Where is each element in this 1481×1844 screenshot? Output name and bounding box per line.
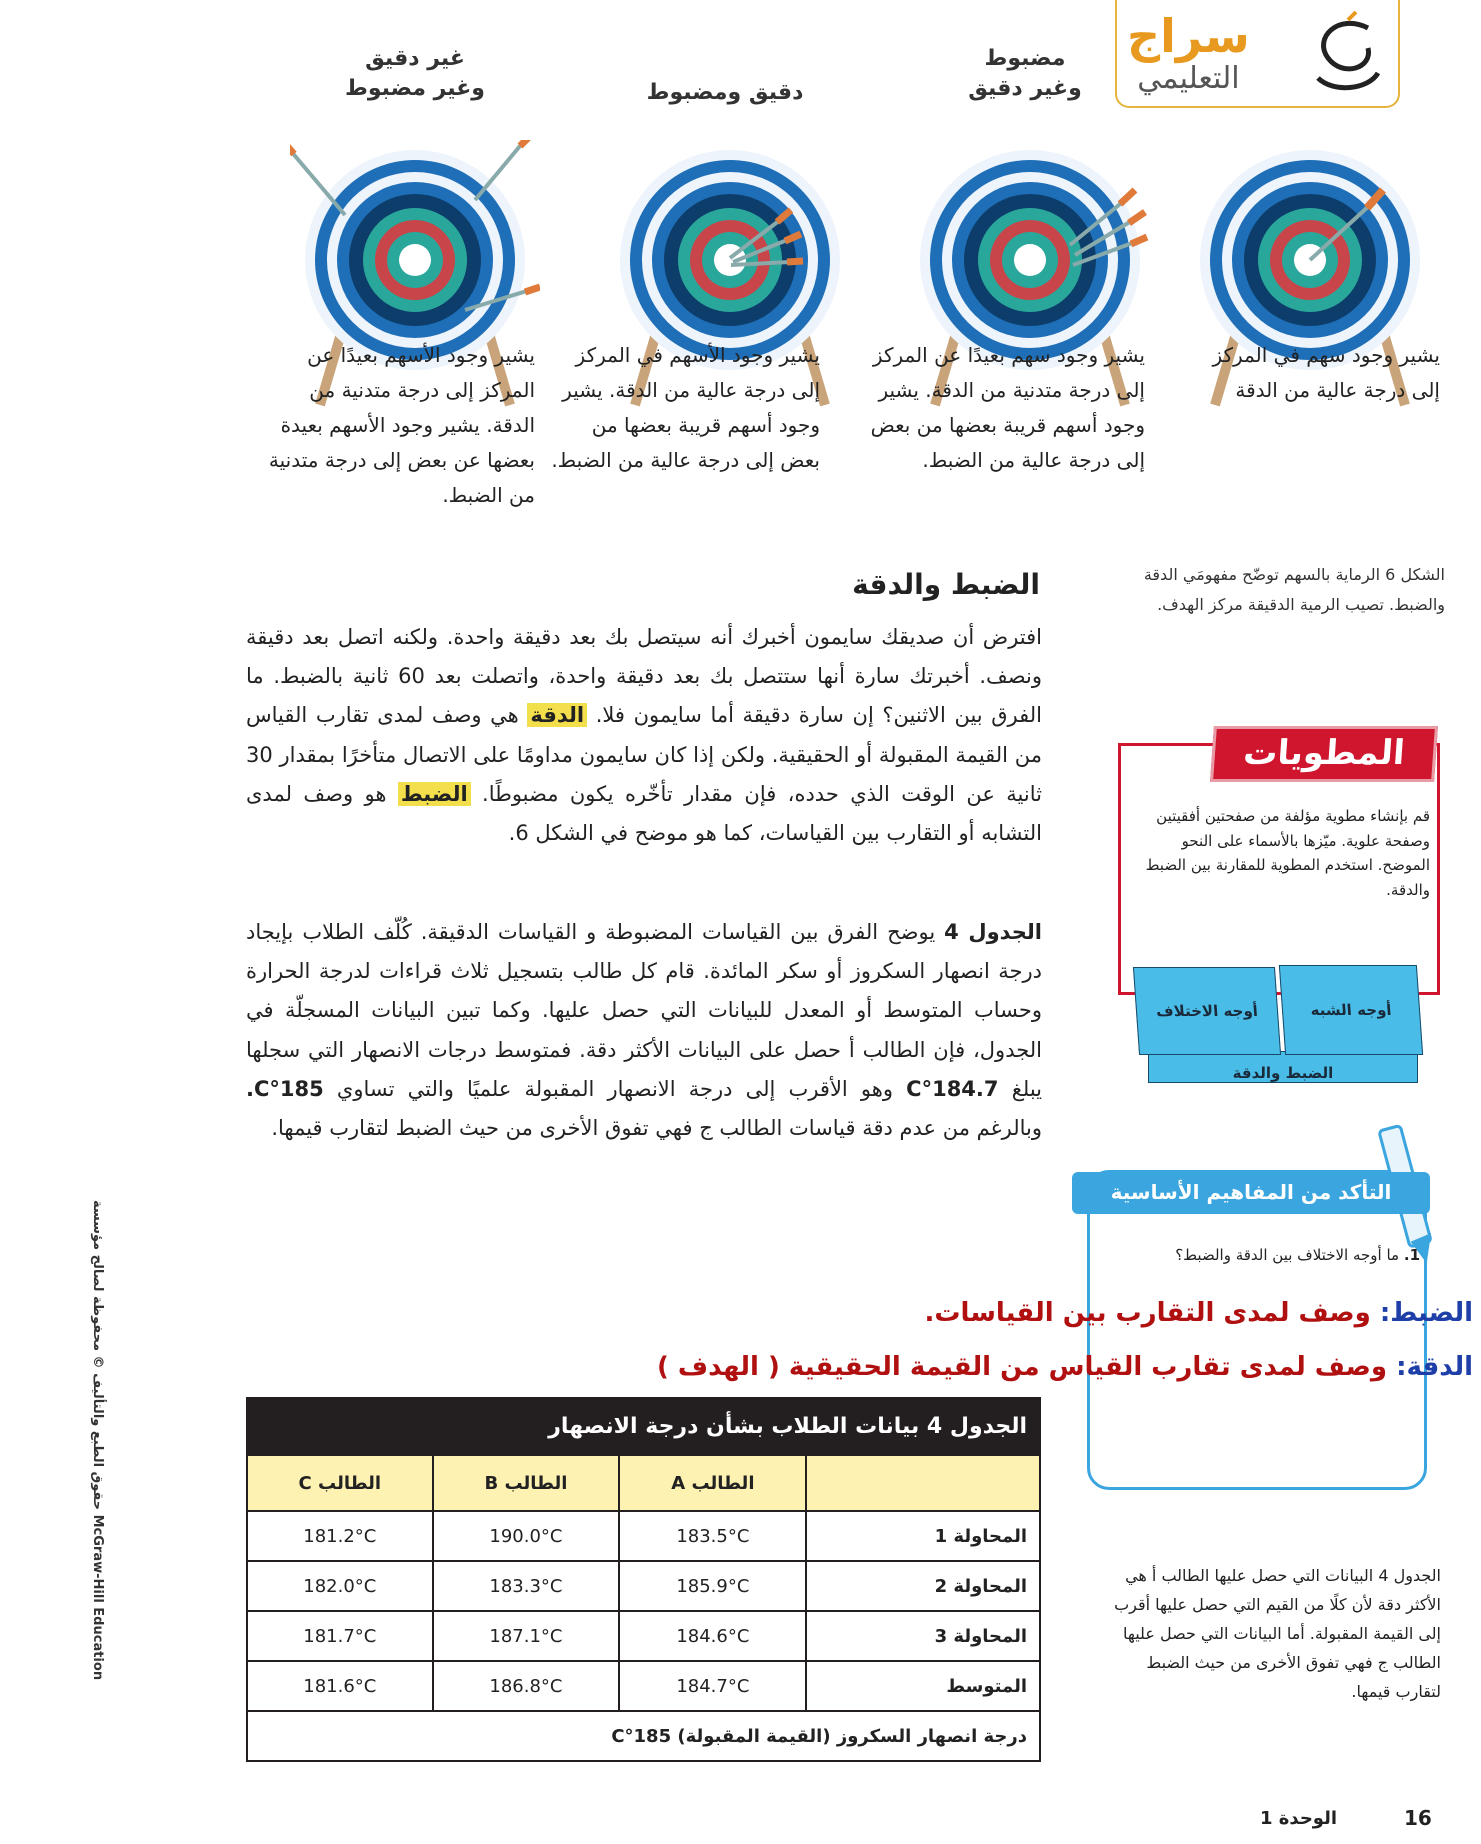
foldable-right-panel: أوجه الشبه — [1279, 965, 1423, 1055]
table-header-a: الطالب A — [619, 1455, 806, 1511]
table-row: المتوسط 184.7°C 186.8°C 181.6°C — [247, 1661, 1040, 1711]
table-header-corner — [806, 1455, 1040, 1511]
melting-point-table — [246, 1397, 1041, 1762]
target-caption-4: يشير وجود الأسهم بعيدًا عن المركز إلى درجة متدنية من الدقة. يشير وجود الأسهم بعيدة بعضها عن بعض إلى درجة متدنية من الضبط. — [268, 343, 535, 507]
copyright-vertical: حقوق الطبع والتأليف © محفوظة لصالح مؤسسة McGraw-Hill Education — [90, 1200, 105, 1681]
logo-calligraphy-icon — [1298, 8, 1388, 98]
foldable-diagram — [1136, 965, 1420, 1085]
footer-unit: الوحدة 1 — [1260, 1808, 1338, 1829]
target-caption-2: يشير وجود سهم بعيدًا عن المركز إلى درجة متدنية من الدقة. يشير وجود أسهم قريبة بعضها من بعض إلى درجة عالية من الضبط. — [870, 343, 1145, 472]
foldables-text: قم بإنشاء مطوية مؤلفة من صفحتين أفقيتين وصفحة علوية. ميّزها بالأسماء على النحو الموضح. استخدم المطوية للمقارنة بين الضبط والدقة. — [1145, 807, 1430, 899]
paragraph-2: الجدول 4 يوضح الفرق بين القياسات المضبوطة و القياسات الدقيقة. كُلّف الطلاب بإيجاد درجة انصهار السكروز أو سكر المائدة. قام كل طالب بتسجيل ثلاث قراءات لدرجة الحرارة وحساب المتوسط أو المعدل للبيانات التي حصل عليها. وكما تبين البيانات المسجلّة في الجدول، فإن الطالب أ حصل على البيانات الأكثر دقة. فمتوسط درجات الانصهار التي سجلها يبلغ 184.7°C وهو الأقرب إلى درجة الانصهار المقبولة علميًا والتي تساوي 185°C. وبالرغم من عدم دقة قياسات الطالب ج فهي تفوق الأخرى من حيث الضبط لتقارب قيمها. — [246, 920, 1042, 1141]
section-title: الضبط والدقة — [852, 568, 1040, 601]
definition-accuracy: الدقة: وصف لمدى تقارب القياس من القيمة الحقيقية ( الهدف ) — [656, 1352, 1473, 1382]
table-header-c: الطالب C — [247, 1455, 433, 1511]
table-footer: درجة انصهار السكروز (القيمة المقبولة) 185°C — [247, 1711, 1040, 1761]
page-number: 16 — [1404, 1806, 1432, 1830]
target-label-3: دقيق ومضبوط — [646, 80, 804, 105]
logo-name: سراج — [1127, 9, 1250, 63]
brand-logo — [1115, 0, 1400, 108]
foldable-bottom-panel: الضبط والدقة — [1148, 1051, 1418, 1083]
foldables-title: المطويات — [1210, 726, 1438, 782]
definition-precision: الضبط: وصف لمدى التقارب بين القياسات. — [924, 1298, 1473, 1328]
term-precision: الضبط — [398, 782, 471, 806]
paragraph-1: افترض أن صديقك سايمون أخبرك أنه سيتصل بك بعد دقيقة واحدة. ولكنه اتصل بعد دقيقة ونصف. أخبرتك سارة أنها ستتصل بك بعد دقيقة واحدة، واتصلت بعد 60 ثانية بالضبط. ما الفرق بين الاثنين؟ إن سارة دقيقة أما سايمون فلا. الدقة هي وصف لمدى تقارب القياس من القيمة المقبولة أو الحقيقية. ولكن إذا كان سايمون مداومًا على الاتصال متأخرًا بمقدار 30 ثانية عن الوقت الذي حدده، فإن مقدار تأخّره يكون مضبوطًا. الضبط هو وصف لمدى التشابه أو التقارب بين القياسات، كما هو موضح في الشكل 6. — [246, 625, 1042, 846]
target-caption-3: يشير وجود الأسهم في المركز إلى درجة عالية من الدقة. يشير وجود أسهم قريبة بعضها من بعض إلى درجة عالية من الضبط. — [551, 343, 820, 472]
target-label-2: مضبوط وغير دقيق — [968, 46, 1082, 101]
table-header-b: الطالب B — [433, 1455, 620, 1511]
foldable-left-panel: أوجه الاختلاف — [1133, 967, 1281, 1055]
logo-text — [1127, 10, 1250, 96]
table-row: المحاولة 1 183.5°C 190.0°C 181.2°C — [247, 1511, 1040, 1561]
term-accuracy: الدقة — [527, 703, 587, 727]
table-row: المحاولة 3 184.6°C 187.1°C 181.7°C — [247, 1611, 1040, 1661]
concept-question-1: 1. ما أوجه الاختلاف بين الدقة والضبط؟ — [1175, 1246, 1420, 1264]
key-concepts-title: التأكد من المفاهيم الأساسية — [1072, 1172, 1430, 1214]
logo-subtitle: التعليمي — [1137, 61, 1240, 96]
table-caption: الجدول 4 البيانات التي حصل عليها الطالب أ هي الأكثر دقة لأن كلًا من القيم التي حصل عليها أقرب إلى القيمة المقبولة. أما البيانات التي حصل عليها الطالب ج فهي تفوق الأخرى من حيث الضبط لتقارب قيمها. — [1114, 1566, 1441, 1701]
table-title: الجدول 4 بيانات الطلاب بشأن درجة الانصهار — [247, 1398, 1040, 1455]
table-row: المحاولة 2 185.9°C 183.3°C 182.0°C — [247, 1561, 1040, 1611]
target-caption-1: يشير وجود سهم في المركز إلى درجة عالية من الدقة — [1212, 343, 1440, 402]
target-label-4: غير دقيق وغير مضبوط — [345, 46, 485, 101]
figure-caption: الشكل 6 الرماية بالسهم توضّح مفهومَي الدقة والضبط. تصيب الرمية الدقيقة مركز الهدف. — [1143, 565, 1445, 614]
